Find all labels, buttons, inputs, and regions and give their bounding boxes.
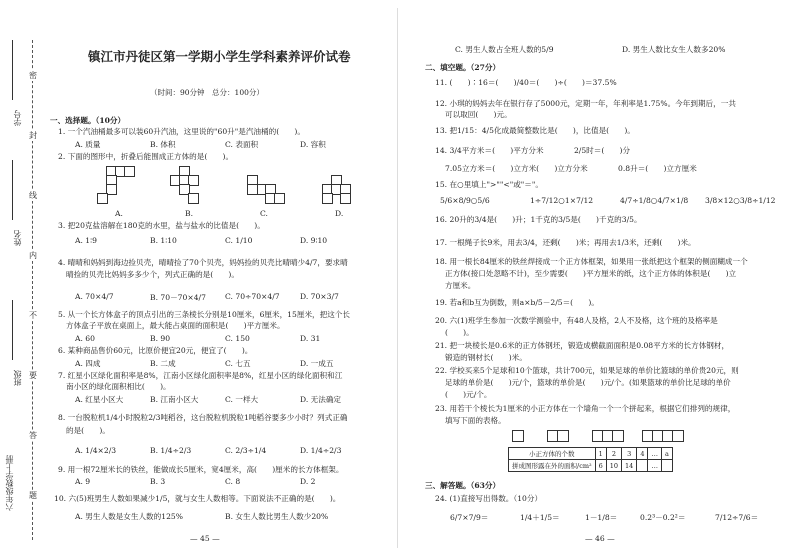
question-text: 19. 若a和b互为倒数，则a×b/5－2/5＝( )。 xyxy=(435,298,599,307)
seal-char: 封 xyxy=(29,131,37,140)
option[interactable]: A. 70×4/7 xyxy=(75,292,114,301)
option[interactable]: A. xyxy=(115,209,123,218)
compare-item[interactable]: 4/7÷1/8○4/7×1/8 xyxy=(620,196,689,205)
question-text: 8. 一台脱粒机1/4小时脱粒2/3吨稻谷，这台脱粒机脱粒1吨稻谷要多少小时？列式正确 xyxy=(58,413,348,422)
question-text: 7.05立方米＝( )立方米( )立方分米 0.8升＝( )立方厘米 xyxy=(445,164,697,173)
question-text: 可以取回( )元。 xyxy=(445,110,512,119)
question-text: 2. 下面的图形中，折叠后能围成正方体的是( )。 xyxy=(58,152,234,161)
calc-item[interactable]: 0.2³－0.2²＝ xyxy=(640,513,686,522)
question-text: 15. 在○里填上">""<"或"＝"。 xyxy=(435,180,543,189)
compare-item[interactable]: 5/6×8/9○5/6 xyxy=(440,196,490,205)
question-text: 9. 用一根72厘米长的铁丝，能做成长5厘米，宽4厘米，高( )厘米的长方体框架。 xyxy=(58,465,344,474)
id-label: 学号 xyxy=(13,110,22,126)
question-text: 21. 把一块棱长是0.6米的正方体钢坯，锻造成横截面面积是0.08平方米的长方体钢材， xyxy=(435,341,730,350)
table-row xyxy=(509,460,673,472)
option[interactable]: D. 1/4÷2/3 xyxy=(300,446,342,455)
table-cell: 1 xyxy=(595,448,606,460)
option[interactable]: C. 150 xyxy=(225,334,250,343)
option[interactable]: B. 女生人数比男生人数少20% xyxy=(225,512,329,521)
seal-char: 线 xyxy=(29,191,37,200)
section-heading: 三、解答题。（63分） xyxy=(425,481,501,490)
option[interactable]: A. 男生人数是女生人数的125% xyxy=(75,512,183,521)
question-text: 23. 用若干个棱长为1厘米的小正方体在一个墙角一个一个拼起来，根据它们排列的规律， xyxy=(435,404,736,413)
question-text: 3. 把20克盐溶解在180克的水里，盐与盐水的比值是( )。 xyxy=(58,221,265,230)
option[interactable]: B. 江南小区大 xyxy=(150,395,199,404)
name-label: 姓名 xyxy=(13,230,22,246)
option[interactable]: B. 1∶10 xyxy=(150,236,177,245)
grade-subject-label: 六年级数学上册 xyxy=(5,455,14,511)
question-text: 的是( )。 xyxy=(66,426,110,435)
option[interactable]: D. 9∶10 xyxy=(300,236,328,245)
table-cell: 小正方体的个数 xyxy=(509,448,596,460)
calc-item[interactable]: 1－1/8＝ xyxy=(585,513,618,522)
cube-net-b xyxy=(170,166,210,206)
option[interactable]: B. 70－70×4/7 xyxy=(150,293,206,302)
table-cell: 14 xyxy=(622,460,637,472)
question-text: 4. 晴晴和妈妈到海边捡贝壳，晴晴捡了70个贝壳，妈妈捡的贝壳比晴晴少4/7，要求晴 xyxy=(58,258,348,267)
page-number: — 46 — xyxy=(585,534,615,543)
question-text: ( )元/个。 xyxy=(445,390,492,399)
question-text: 正方体(接口处忽略不计)，至少需要( )平方厘米的纸，这个正方体的体积是( )立 xyxy=(445,269,737,278)
cube-net-c xyxy=(247,166,287,206)
table-cell: 4 xyxy=(637,448,648,460)
page-divider xyxy=(397,8,398,548)
question-text: 填写下面的表格。 xyxy=(445,416,506,425)
option[interactable]: A. 质量 xyxy=(75,140,101,149)
class-blank[interactable] xyxy=(12,300,23,360)
table-row xyxy=(509,448,673,460)
seal-char: 题 xyxy=(29,491,37,500)
question-text: 1. 一个汽油桶最多可以装60升汽油，这里说的"60升"是汽油桶的( )。 xyxy=(58,127,305,136)
compare-item[interactable]: 1÷7/12○1×7/12 xyxy=(530,196,594,205)
table-cell-blank[interactable] xyxy=(637,460,648,472)
seal-char: 密 xyxy=(29,71,37,80)
section-heading: 一、选择题。（10分） xyxy=(50,116,126,125)
question-text: 10. 六(5)班男生人数如果减少1/5，就与女生人数相等。下面说法不正确的是( )。 xyxy=(54,494,341,503)
question-text: 12. 小琪的妈妈去年在银行存了5000元，定期一年，年利率是1.75%。今年到期后，一共 xyxy=(435,99,736,108)
table-cell: … xyxy=(648,460,662,472)
question-text: 18. 用一根长84厘米的铁丝焊接成一个正方体框架，如果用一张纸把这个框架的侧面糊成一个 xyxy=(435,257,748,266)
question-text: 方体盒子平放在桌面上，最大能占桌面的面积是( )平方厘米。 xyxy=(66,321,285,330)
question-text: 锻造的钢材长( )米。 xyxy=(445,353,527,362)
option[interactable]: D. 无法确定 xyxy=(300,395,342,404)
id-blank[interactable] xyxy=(12,40,23,100)
option[interactable]: C. 1/10 xyxy=(225,236,253,245)
calc-item[interactable]: 1/4＋1/5＝ xyxy=(520,513,560,522)
option[interactable]: A. 1/4×2/3 xyxy=(75,446,117,455)
binding-strip xyxy=(0,0,44,555)
option[interactable]: D. 一成五 xyxy=(300,359,334,368)
calc-item[interactable]: 7/12÷7/6＝ xyxy=(715,513,759,522)
option[interactable]: D. 31 xyxy=(300,334,321,343)
question-text: 足球的单价是( )元/个，篮球的单价是( )元/个。(如果篮球的单价比足球的单价 xyxy=(445,378,731,387)
option[interactable]: C. 70÷70×4/7 xyxy=(225,292,280,301)
question-text: 16. 20升的3/4是( )升；1千克的3/5是( )千克的3/5。 xyxy=(435,215,642,224)
page-title: 镇江市丹徒区第一学期小学生学科素养评价试卷 xyxy=(88,49,351,64)
option[interactable]: B. 体积 xyxy=(150,140,176,149)
option[interactable]: D. 70×3/7 xyxy=(300,292,339,301)
name-blank[interactable] xyxy=(12,160,23,220)
question-text: 20. 六(1)班学生参加一次数学测验中，有48人及格，2人不及格，这个班的及格率是 xyxy=(435,316,718,325)
table-cell-blank[interactable] xyxy=(661,460,672,472)
seal-char: 要 xyxy=(29,371,37,380)
question-text: 22. 学校买来5个足球和10个篮球，共计700元，如果足球的单价比篮球的单价贵20元，则 xyxy=(435,366,739,375)
question-text: 11. ( )∶16＝( )/40＝( )÷( )＝37.5% xyxy=(435,78,617,87)
pattern-table xyxy=(508,447,673,472)
question-text: 13. 把1/15：4/5化成最简整数比是( )，比值是( )。 xyxy=(435,126,635,135)
page-subtitle: （时间：90分钟 总分：100分） xyxy=(150,88,264,97)
question-text: 24. (1)直接写出得数。（10分） xyxy=(435,494,543,503)
option[interactable]: B. xyxy=(185,209,193,218)
question-text: 5. 从一个长方体盒子的顶点引出的三条棱长分别是10厘米，6厘米，15厘米，把这个长 xyxy=(58,310,350,319)
question-text: 7. 红星小区绿化面积率是8%，江南小区绿化面积率是8%，红星小区的绿化面积和江 xyxy=(58,371,343,380)
table-cell: a xyxy=(661,448,672,460)
option[interactable]: B. 3 xyxy=(150,477,166,486)
option[interactable]: A. 9 xyxy=(75,477,91,486)
option[interactable]: D. 容积 xyxy=(300,140,326,149)
seal-char: 不 xyxy=(29,311,37,320)
cube-stack-figure xyxy=(512,428,712,444)
cube-net-a xyxy=(98,166,138,206)
cube-net-d xyxy=(322,166,362,206)
option[interactable]: C. 男生人数占全班人数的5/9 xyxy=(455,45,554,54)
question-text: 17. 一根绳子长9米，用去3/4，还剩( )米；再用去1/3米，还剩( )米。 xyxy=(435,238,696,247)
option[interactable]: A. 四成 xyxy=(75,359,101,368)
option[interactable]: D. 男生人数比女生人数多20% xyxy=(622,45,726,54)
table-cell: … xyxy=(648,448,662,460)
table-cell: 2 xyxy=(606,448,621,460)
option[interactable]: D. xyxy=(335,209,344,218)
option[interactable]: C. 8 xyxy=(225,477,241,486)
cut-line xyxy=(32,40,33,540)
calc-item[interactable]: 6/7×7/9＝ xyxy=(450,513,489,522)
option[interactable]: A. 红星小区大 xyxy=(75,395,124,404)
option[interactable]: D. 2 xyxy=(300,477,316,486)
question-text: 6. 某种商品售价60元，比原价便宜20元，便宜了( )。 xyxy=(58,346,253,355)
option[interactable]: C. 七五 xyxy=(225,359,251,368)
option[interactable]: A. 1∶9 xyxy=(75,236,97,245)
option[interactable]: B. 1/4÷2/3 xyxy=(150,446,192,455)
table-cell: 6 xyxy=(595,460,606,472)
question-text: 晴捡的贝壳比妈妈多多少个，列式正确的是( )。 xyxy=(66,270,239,279)
option[interactable]: A. 60 xyxy=(75,334,95,343)
question-text: 14. 3/4平方米＝( )平方分米 2/5时＝( )分 xyxy=(435,146,631,155)
table-cell: 3 xyxy=(622,448,637,460)
option[interactable]: B. 二成 xyxy=(150,359,176,368)
table-cell: 拼成图形露在外的面积/cm² xyxy=(509,460,596,472)
option[interactable]: C. xyxy=(260,209,268,218)
option[interactable]: C. 表面积 xyxy=(225,140,259,149)
table-cell: 10 xyxy=(606,460,621,472)
seal-char: 答 xyxy=(29,431,37,440)
compare-item[interactable]: 3/8×12○3/8÷1/12 xyxy=(705,196,776,205)
section-heading: 二、填空题。（27分） xyxy=(425,63,501,72)
question-text: ( )。 xyxy=(445,328,474,337)
page-number: — 45 — xyxy=(190,534,220,543)
seal-char: 内 xyxy=(29,251,37,260)
option[interactable]: C. 一样大 xyxy=(225,395,259,404)
question-text: 南小区的绿化面积相比( )。 xyxy=(66,382,171,391)
question-text: 方厘米。 xyxy=(445,281,476,290)
option[interactable]: C. 2/3÷1/4 xyxy=(225,446,267,455)
class-label: 班级 xyxy=(13,370,22,386)
option[interactable]: B. 90 xyxy=(150,334,171,343)
